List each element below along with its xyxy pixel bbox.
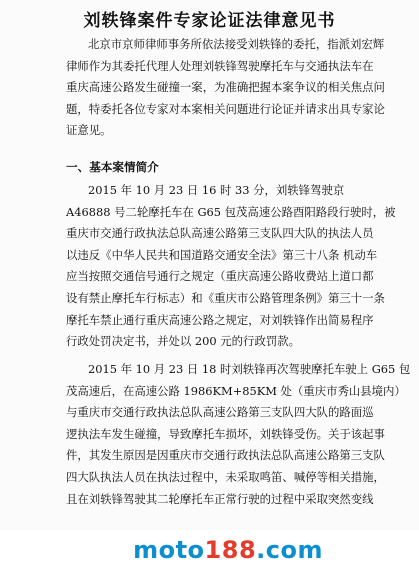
text-line: 题，特委托各位专家对本案相关问题进行论证并请求出具专家论	[66, 101, 385, 116]
text-line: A46888 号二轮摩托车在 G65 包茂高速公路酉阳路段行驶时，被	[66, 204, 396, 219]
case-paragraph-1	[66, 180, 396, 353]
watermark-main: moto	[133, 536, 205, 564]
text-line: 北京市京师律师事务所依法接受刘轶锋的委托，指派刘宏辉	[88, 37, 385, 51]
document-title: 刘轶锋案件专家论证法律意见书	[83, 11, 336, 31]
text-line: 2015 年 10 月 23 日 18 时刘轶锋再次驾驶摩托车驶上 G65 包	[88, 362, 411, 376]
intro-paragraph	[66, 34, 385, 142]
text-line: 茂高速后，在高速公路 1986KM+85KM 处（重庆市秀山县境内）	[66, 383, 406, 398]
watermark-accent: 188	[204, 536, 257, 564]
watermark-bar	[0, 530, 419, 572]
text-line: 摩托车禁止通行重庆高速公路之规定，对刘轶锋作出简易程序	[66, 312, 374, 327]
watermark-tail: .com	[256, 536, 323, 564]
text-line: 应当按照交通信号通行之规定（重庆高速公路收费站上道口都	[66, 269, 374, 284]
text-line: 设有禁止摩托车行标志）和《重庆市公路管理条例》第三十一条	[66, 290, 385, 305]
text-line: 重庆市交通行政执法总队高速公路第三支队四大队的执法人员	[66, 226, 374, 241]
watermark-logo	[133, 536, 323, 564]
text-line: 件，其发生原因是因重庆市交通行政执法总队高速公路第三支队	[66, 448, 385, 463]
text-line: 2015 年 10 月 23 日 16 时 33 分，刘轶锋驾驶京	[88, 183, 345, 197]
text-line: 与重庆市交通行政执法总队高速公路第三支队四大队的路面巡	[66, 405, 374, 420]
section-heading: 一、基本案情简介	[66, 160, 159, 174]
case-paragraph-2	[66, 359, 411, 510]
text-line: 行政处罚决定书，并处以 200 元的行政罚款。	[66, 334, 301, 349]
text-line: 证意见。	[66, 123, 112, 138]
text-line: 重庆高速公路发生碰撞一案，为准确把握本案争议的相关焦点问	[66, 80, 385, 95]
text-line: 且在刘轶锋驾驶其二轮摩托车正常行驶的过程中采取突然变线	[66, 491, 374, 506]
text-line: 四大队执法人员在执法过程中，未采取鸣笛、喊停等相关措施，	[66, 469, 385, 484]
text-line: 律师作为其委托代理人处理刘轶锋驾驶摩托车与交通执法车在	[66, 58, 374, 73]
text-line: 逻执法车发生碰撞，导致摩托车损坏，刘轶锋受伤。关于该起事	[66, 426, 385, 441]
text-line: 以违反《中华人民共和国道路交通安全法》第三十八条 机动车	[66, 247, 378, 262]
